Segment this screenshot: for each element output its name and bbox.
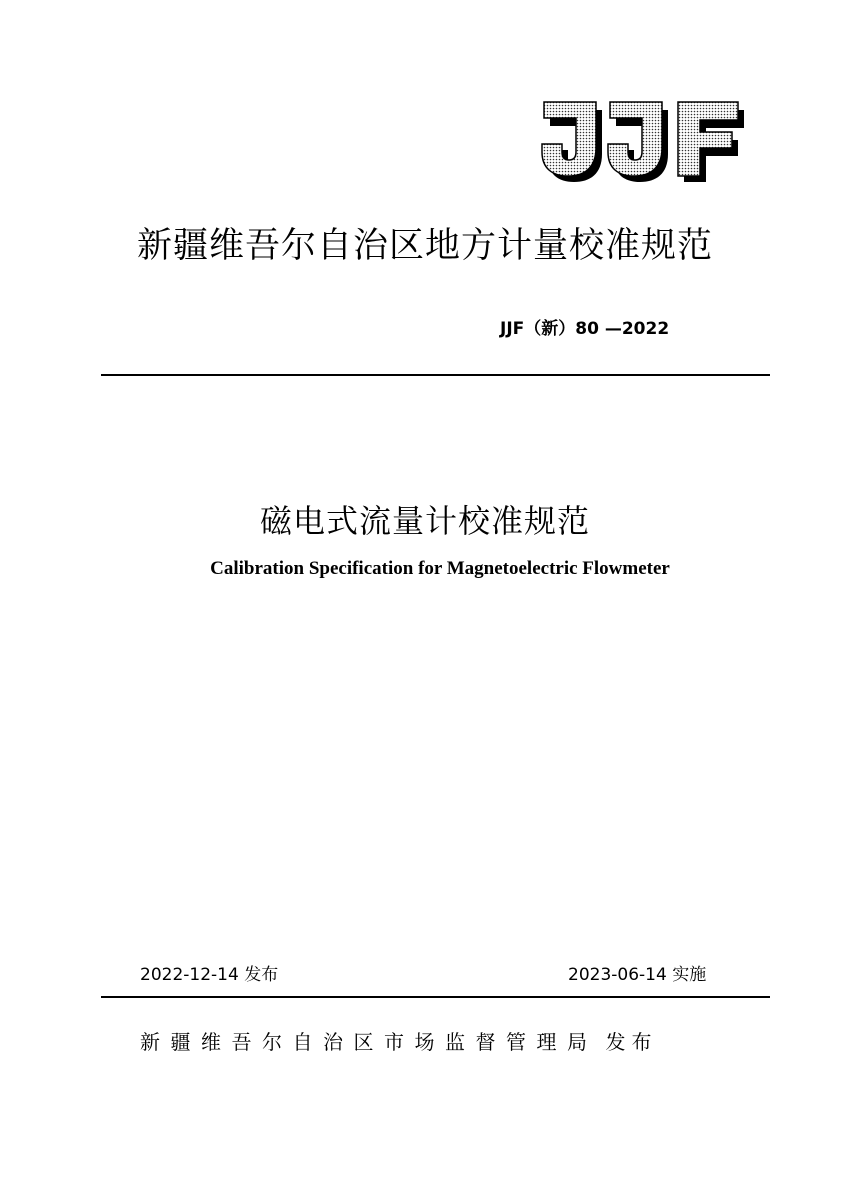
document-code: JJF（新）80 —2022	[500, 319, 670, 339]
publisher-line	[140, 1026, 730, 1055]
top-divider	[101, 374, 770, 376]
implementation-date: 2023-06-14 实施	[568, 965, 707, 985]
org-title: 新疆维吾尔自治区地方计量校准规范	[136, 226, 713, 266]
document-title-en: Calibration Specification for Magnetoelectric Flowmeter	[210, 558, 670, 579]
bottom-divider	[101, 996, 770, 998]
document-title-cn: 磁电式流量计校准规范	[259, 502, 590, 540]
publisher-name: 新疆维吾尔自治区市场监督管理局	[140, 1030, 598, 1054]
issue-date: 2022-12-14 发布	[140, 965, 279, 985]
jjf-logo-icon	[540, 98, 745, 186]
publish-label: 发布	[605, 1030, 658, 1054]
